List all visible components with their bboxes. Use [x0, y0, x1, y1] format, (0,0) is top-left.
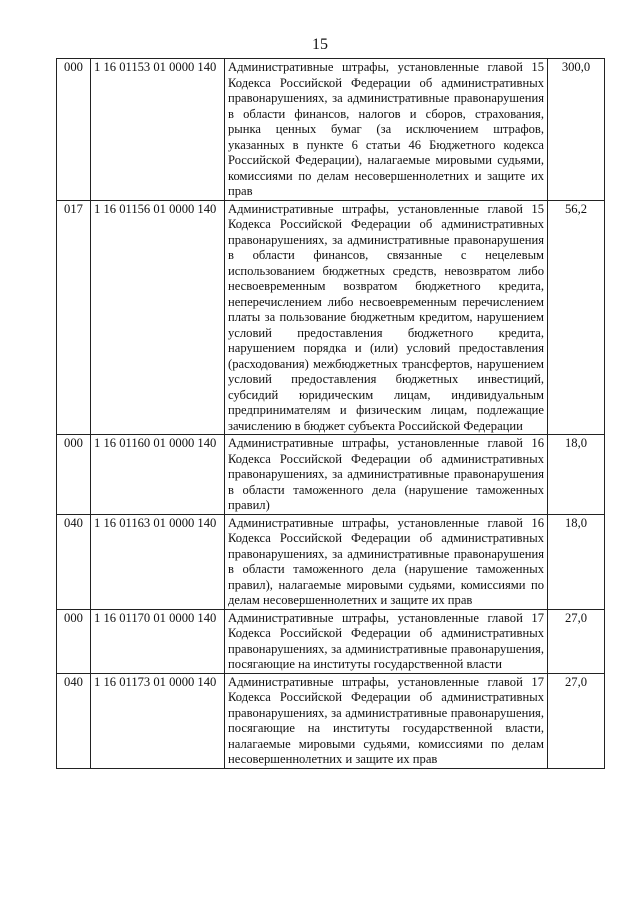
kbk-cell: 1 16 01173 01 0000 140 — [91, 673, 225, 768]
description-cell: Административные штрафы, установленные главой 15 Кодекса Российской Федерации об административных правонарушениях, за административные правонарушения в области финансов, связанные с нецелевым использованием бюджетных средств, невозвратом либо несвоевременным возвратом бюджетного кредита, неперечислением либо несвоевременным перечислением платы за пользование бюджетным кредитом, нарушением условий предоставления бюджетного кредита, нарушением порядка и (или) условий предоставления (расходования) межбюджетных трансфертов, нарушением условий предоставления бюджетных инвестиций, субсидий юридическим лицам, индивидуальным предпринимателям и физическим лицам, подлежащие зачислению в бюджет субъекта Российской Федерации — [225, 200, 548, 435]
admin-code-cell: 040 — [57, 514, 91, 609]
table-row — [57, 673, 605, 768]
admin-code-cell: 040 — [57, 673, 91, 768]
description-cell: Административные штрафы, установленные главой 17 Кодекса Российской Федерации об административных правонарушениях, за административные правонарушения, посягающие на институты государственной власти — [225, 609, 548, 673]
amount-cell: 18,0 — [548, 435, 605, 515]
kbk-cell: 1 16 01153 01 0000 140 — [91, 59, 225, 201]
amount-cell: 300,0 — [548, 59, 605, 201]
amount-cell: 27,0 — [548, 609, 605, 673]
description-cell: Административные штрафы, установленные главой 16 Кодекса Российской Федерации об административных правонарушениях, за административные правонарушения в области таможенного дела (нарушение таможенных правил), налагаемые мировыми судьями, комиссиями по делам несовершеннолетних и защите их прав — [225, 514, 548, 609]
table-row — [57, 609, 605, 673]
amount-cell: 56,2 — [548, 200, 605, 435]
table-row — [57, 59, 605, 201]
amount-cell: 27,0 — [548, 673, 605, 768]
admin-code-cell: 000 — [57, 59, 91, 201]
description-cell: Административные штрафы, установленные главой 16 Кодекса Российской Федерации об административных правонарушениях, за административные правонарушения в области таможенного дела (нарушение таможенных правил) — [225, 435, 548, 515]
description-cell: Административные штрафы, установленные главой 15 Кодекса Российской Федерации об административных правонарушениях, за административные правонарушения в области финансов, налогов и сборов, страхования, рынка ценных бумаг (за исключением штрафов, указанных в пункте 6 статьи 46 Бюджетного кодекса Российской Федерации), налагаемые мировыми судьями, комиссиями по делам несовершеннолетних и защите их прав — [225, 59, 548, 201]
revenue-table — [56, 58, 605, 769]
amount-cell: 18,0 — [548, 514, 605, 609]
admin-code-cell: 000 — [57, 435, 91, 515]
kbk-cell: 1 16 01170 01 0000 140 — [91, 609, 225, 673]
kbk-cell: 1 16 01156 01 0000 140 — [91, 200, 225, 435]
table-row — [57, 514, 605, 609]
admin-code-cell: 000 — [57, 609, 91, 673]
kbk-cell: 1 16 01163 01 0000 140 — [91, 514, 225, 609]
table-row — [57, 200, 605, 435]
admin-code-cell: 017 — [57, 200, 91, 435]
kbk-cell: 1 16 01160 01 0000 140 — [91, 435, 225, 515]
page-number: 15 — [312, 36, 328, 53]
description-cell: Административные штрафы, установленные главой 17 Кодекса Российской Федерации об административных правонарушениях, за административные правонарушения, посягающие на институты государственной власти, налагаемые мировыми судьями, комиссиями по делам несовершеннолетних и защите их прав — [225, 673, 548, 768]
table-row — [57, 435, 605, 515]
